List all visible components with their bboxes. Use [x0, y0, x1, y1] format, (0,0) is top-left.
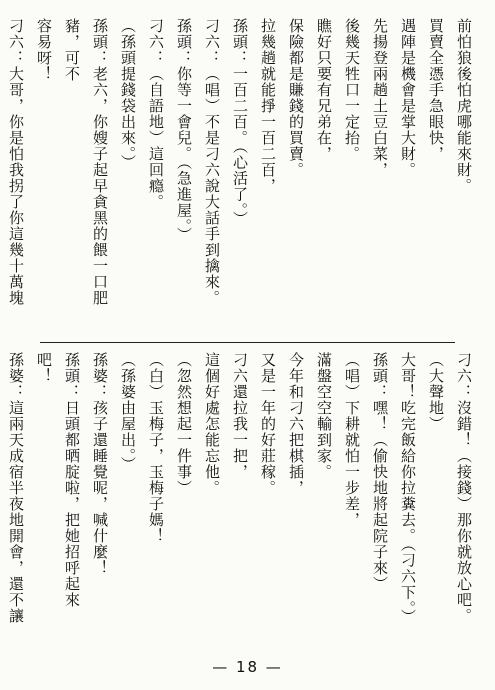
script-line: 孫婆：孩子還睡覺呢，喊什麼！	[91, 352, 109, 576]
script-line: 這個好處怎能忘他。	[203, 352, 221, 496]
bottom-vertical-text	[7, 352, 478, 625]
script-line: 孫婆：這兩天成宿半夜地開會，還不讓	[7, 352, 25, 624]
section-divider	[40, 342, 455, 343]
script-line: 滿盤空空輸到家。	[315, 352, 333, 480]
script-line: （孫婆由屋出。）	[119, 352, 137, 473]
script-line: 刁六：（自語地）這回瘾。	[147, 18, 165, 210]
script-line: 後幾天牲口一定抬。	[343, 18, 361, 162]
script-line: 刁六：（唱）不是刁六說大話手到擒來。	[203, 18, 221, 306]
script-line: 遇陣是機會是掌大財。	[399, 18, 417, 178]
script-line: 孫頭：老六，你嫂子起早貪黑的餵一口肥豬，可不	[63, 18, 109, 306]
script-line: （忽然想起一件事）	[175, 352, 193, 496]
script-line: 拉幾趟就能掙一百二百，	[259, 18, 277, 194]
script-line: 先揚登兩趟土豆白菜，	[371, 18, 389, 178]
bottom-section	[7, 352, 478, 625]
script-line: 前怕狼後怕虎哪能來財。	[455, 18, 473, 194]
script-line: 刁六：沒錯！（接錢）那你就放心吧。（大聲地）	[427, 352, 473, 624]
script-line: 孫頭：你等一會兒。（急進屋。）	[175, 18, 193, 243]
script-line: 買賣全憑手急眼快，	[427, 18, 445, 162]
script-line: （唱）下耕就怕一步差，	[343, 352, 361, 528]
script-line: 今年和刁六把棋插，	[287, 352, 305, 496]
script-line: 大哥！吃完飯給你拉糞去。（刁六下。）	[399, 352, 417, 625]
script-line: 容易呀！	[35, 18, 53, 82]
script-line: （白）玉梅子，玉梅子媽！	[147, 352, 165, 544]
script-line: 刁六還拉我一把，	[231, 352, 249, 480]
script-line: 孫頭：日頭都晒腚啦，把她招呼起來吧！	[35, 352, 81, 608]
top-section	[7, 18, 478, 336]
script-line: 瞧好只要有兄弟在，	[315, 18, 333, 162]
script-line: 刁六：大哥，你是怕我拐了你這幾十萬塊	[7, 18, 25, 306]
script-line: 又是一年的好莊稼。	[259, 352, 277, 496]
script-line: 孫頭：嘿！（偷快地將起院子來）	[371, 352, 389, 592]
script-line: （孫頭提錢袋出來。）	[119, 18, 137, 171]
script-line: 保險都是賺錢的買賣。	[287, 18, 305, 178]
top-vertical-text	[7, 18, 478, 336]
script-line: 孫頭：一百二百。（心活了。）	[231, 18, 249, 227]
page-number: — 18 —	[212, 658, 283, 676]
